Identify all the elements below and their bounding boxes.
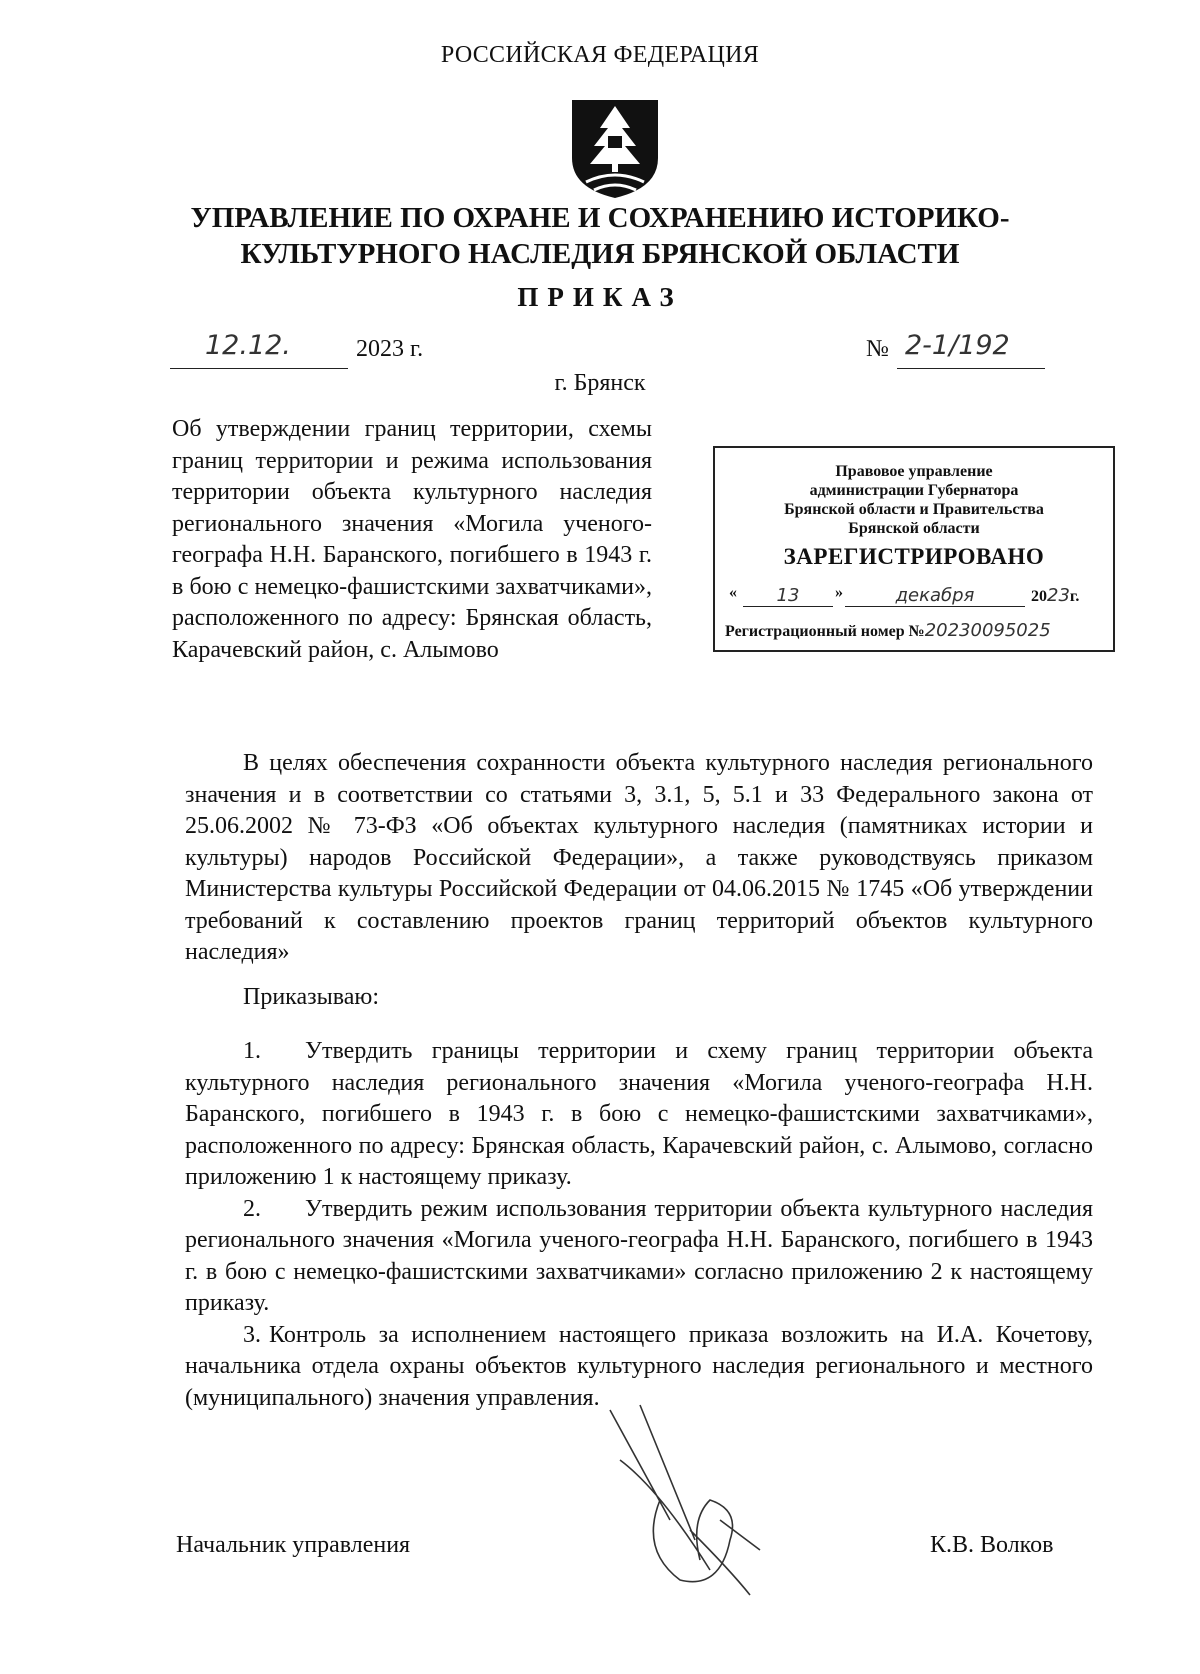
stamp-regno-value: 20230095025 — [924, 620, 1051, 641]
number-sign: № — [866, 336, 889, 362]
stamp-registration-number — [725, 620, 1051, 641]
stamp-year-suffix: г. — [1069, 588, 1080, 605]
item-text: Утвердить границы территории и схему границ территории объекта культурного наследия регионального значения «Могила ученого-географа Н.Н. Баранского, погибшего в 1943 г. в бою с немецко-фашистскими захватчиками», расположенного по адресу: Брянская область, Карачевский район, с. Алымово, согласно приложению 1 к настоящему приказу. — [185, 1038, 1093, 1190]
stamp-registered: ЗАРЕГИСТРИРОВАНО — [783, 544, 1045, 569]
order-item-2 — [185, 1194, 1093, 1320]
stamp-regno-label: Регистрационный номер № — [725, 623, 925, 640]
stamp-day-close-quote: » — [835, 584, 843, 601]
agency-name — [160, 200, 1040, 272]
agency-line-1: УПРАВЛЕНИЕ ПО ОХРАНЕ И СОХРАНЕНИЮ ИСТОРИКО- — [190, 202, 1010, 234]
item-number: 2. — [243, 1195, 261, 1222]
stamp-line-2: администрации Губернатора — [809, 482, 1019, 499]
preamble-paragraph: В целях обеспечения сохранности объекта культурного наследия регионального значения и в соответствии со статьями 3, 3.1, 5, 5.1 и 33 Федерального закона от 25.06.2002 № 73-ФЗ «Об объектах культурного наследия (памятниках истории и культуры) народов Российской Федерации», а также руководствуясь приказом Министерства культуры Российской Федерации от 04.06.2015 № 1745 «Об утверждении требований к составлению проектов границ территорий объектов культурного наследия» — [185, 750, 1093, 965]
stamp-day-open-quote: « — [729, 584, 737, 601]
signatory-name: К.В. Волков — [930, 1532, 1054, 1558]
stamp-line-3: Брянской области и Правительства — [784, 501, 1044, 518]
agency-line-2: КУЛЬТУРНОГО НАСЛЕДИЯ БРЯНСКОЙ ОБЛАСТИ — [240, 238, 960, 270]
stamp-year — [1031, 585, 1079, 606]
item-text: Контроль за исполнением настоящего приказа возложить на И.А. Кочетову, начальника отдела охраны объектов культурного наследия регионального и местного (муниципального) значения управления. — [185, 1321, 1093, 1411]
stamp-day: 13 — [743, 585, 833, 607]
stamp-year-hand: 23 — [1047, 585, 1070, 606]
order-item-1 — [185, 1036, 1093, 1194]
registration-stamp — [713, 446, 1115, 652]
stamp-month: декабря — [845, 585, 1025, 607]
handwritten-date: 12.12. — [205, 330, 291, 361]
handwritten-number: 2-1/192 — [905, 330, 1010, 361]
document-type: ПРИКАЗ — [517, 282, 683, 312]
signatory-role: Начальник управления — [176, 1532, 411, 1558]
item-text: Утвердить режим использования территории объекта культурного наследия регионального значения «Могила ученого-географа Н.Н. Баранского, погибшего в 1943 г. в бою с немецко-фашистскими захватчиками» согласно приложению 2 к настоящему приказу. — [185, 1195, 1093, 1316]
country-heading: РОССИЙСКАЯ ФЕДЕРАЦИЯ — [440, 42, 760, 68]
stamp-line-4: Брянской области — [848, 520, 980, 537]
document-year: 2023 г. — [356, 336, 424, 362]
order-title: Об утверждении границ территории, схемы границ территории и режима использования территории объекта культурного наследия регионального значения «Могила ученого-географа Н.Н. Баранского, погибшего в 1943 г. в бою с немецко-фашистскими захватчиками», расположенного по адресу: Брянская область, Карачевский район, с. Алымово — [172, 416, 652, 663]
stamp-line-1: Правовое управление — [835, 463, 993, 480]
order-items — [185, 1036, 1093, 1414]
stamp-year-prefix: 20 — [1031, 588, 1047, 605]
order-word: Приказываю: — [243, 984, 379, 1010]
city: г. Брянск — [554, 370, 646, 396]
handwritten-signature — [600, 1400, 780, 1600]
item-number: 3. — [243, 1321, 261, 1348]
item-number: 1. — [243, 1038, 261, 1064]
coat-of-arms-emblem — [568, 96, 662, 200]
